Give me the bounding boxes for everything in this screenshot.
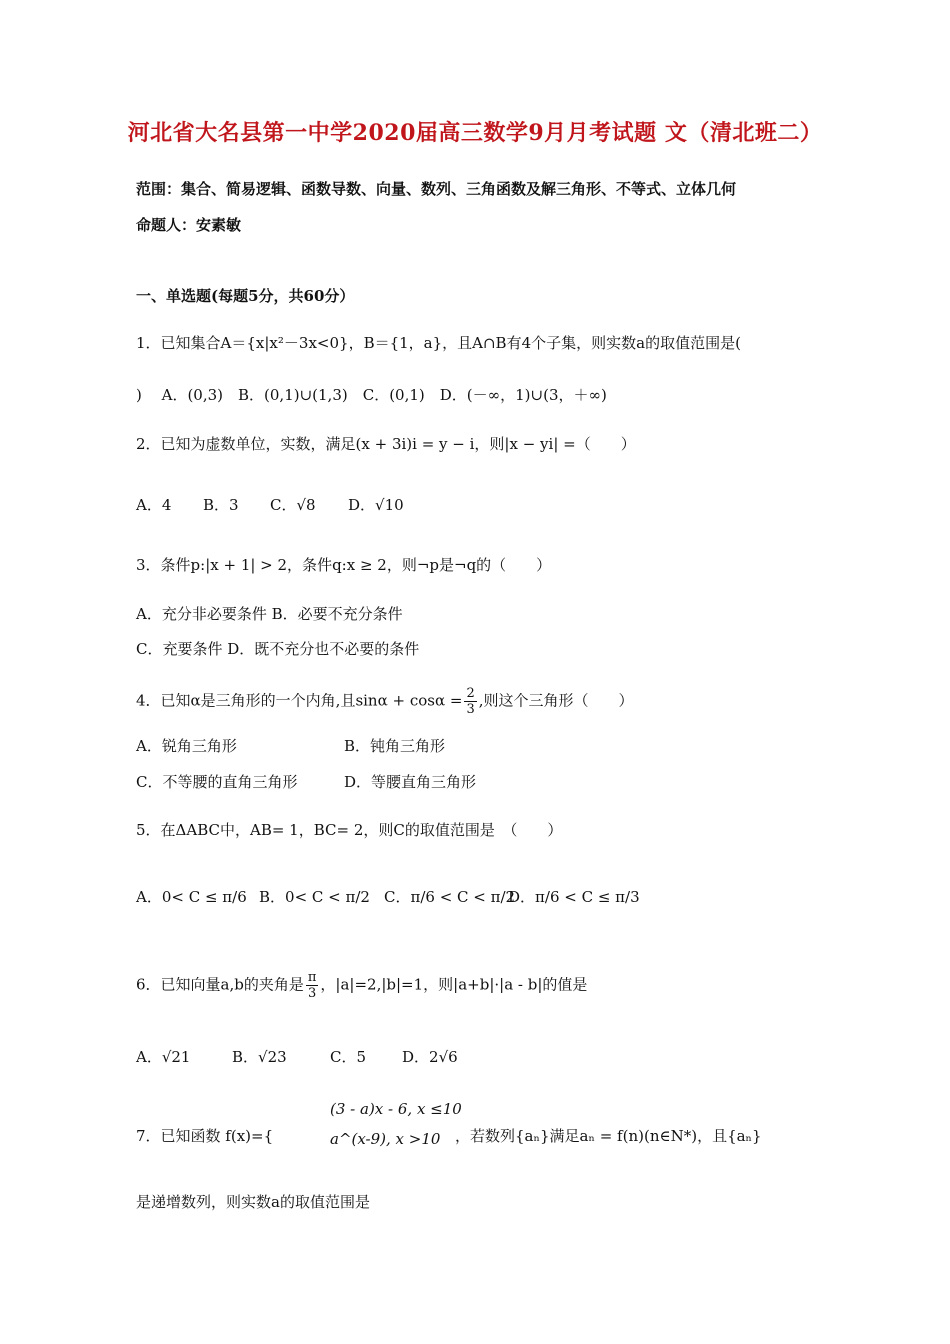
question-5-stem: 5．在ΔABC中，AB= 1，BC= 2，则C的取值范围是 （ ） bbox=[136, 821, 563, 839]
question-6-fraction bbox=[306, 970, 319, 1001]
question-6-stem-start: 6．已知向量a,b的夹角是 bbox=[136, 975, 304, 994]
question-5-option-a: A．0< C ≤ π/6 bbox=[136, 888, 247, 906]
question-6-stem-end: ，|a|=2,|b|=1，则|a+b|·|a - b|的值是 bbox=[320, 975, 588, 994]
question-3-options-cd: C．充要条件 D．既不充分也不必要的条件 bbox=[136, 640, 420, 658]
question-4-option-a: A．锐角三角形 bbox=[136, 737, 237, 755]
question-6-option-a: A．√21 bbox=[136, 1048, 191, 1066]
question-2-option-a: A．4 bbox=[136, 496, 172, 514]
question-4-fraction bbox=[464, 686, 476, 717]
question-3-stem: 3．条件p:|x + 1| > 2，条件q:x ≥ 2，则¬p是¬q的（ ） bbox=[136, 556, 552, 574]
question-2-option-b: B．3 bbox=[203, 496, 239, 514]
exam-author: 命题人：安素敏 bbox=[136, 216, 242, 234]
question-6-stem bbox=[136, 970, 587, 1001]
question-4-option-c: C．不等腰的直角三角形 bbox=[136, 773, 298, 791]
question-3-options-ab: A．充分非必要条件 B．必要不充分条件 bbox=[136, 605, 403, 623]
question-2-option-d: D．√10 bbox=[348, 496, 404, 514]
question-4-option-d: D．等腰直角三角形 bbox=[344, 773, 477, 791]
question-1-stem: 1．已知集合A＝{x|x²－3x<0}，B＝{1，a}，且A∩B有4个子集，则实数a的取值范围是( bbox=[136, 334, 741, 352]
question-5-option-b: B．0< C < π/2 bbox=[259, 888, 370, 906]
question-7-stem-cont: 是递增数列，则实数a的取值范围是 bbox=[136, 1193, 370, 1211]
page-title: 河北省大名县第一中学2020届高三数学9月月考试题 文（清北班二） bbox=[127, 120, 823, 146]
fraction-numerator: π bbox=[307, 970, 317, 985]
section-title: 一、单选题(每题5分，共60分） bbox=[136, 287, 355, 305]
question-4-stem-end: ,则这个三角形（ ） bbox=[478, 691, 634, 710]
question-6-option-d: D．2√6 bbox=[402, 1048, 458, 1066]
exam-scope: 范围：集合、简易逻辑、函数导数、向量、数列、三角函数及解三角形、不等式、立体几何 bbox=[136, 180, 737, 198]
question-2-option-c: C．√8 bbox=[270, 496, 316, 514]
question-2-stem: 2．已知为虚数单位，实数，满足(x + 3i)i = y − i，则|x − yi| =（ ） bbox=[136, 435, 636, 453]
question-4-option-b: B．钝角三角形 bbox=[344, 737, 446, 755]
question-7-piece-2: a^(x-9), x >10 bbox=[330, 1130, 441, 1148]
question-7-stem-start: 7．已知函数 f(x)={ bbox=[136, 1127, 274, 1145]
question-5-option-d: D．π/6 < C ≤ π/3 bbox=[508, 888, 640, 906]
question-1-options: ) A．(0,3) B．(0,1)∪(1,3) C．(0,1) D．(－∞，1)∪(3，＋∞) bbox=[136, 386, 607, 404]
question-4-stem-start: 4．已知α是三角形的一个内角,且sinα + cosα = bbox=[136, 691, 463, 710]
fraction-numerator: 2 bbox=[466, 686, 475, 701]
fraction-denominator: 3 bbox=[307, 986, 317, 1001]
question-7-piece-1: (3 - a)x - 6, x ≤10 bbox=[330, 1100, 462, 1118]
question-4-stem bbox=[136, 686, 634, 717]
question-6-option-c: C．5 bbox=[330, 1048, 367, 1066]
question-6-option-b: B．√23 bbox=[232, 1048, 287, 1066]
question-7-stem-end: ，若数列{aₙ}满足aₙ = f(n)(n∈N*)，且{aₙ} bbox=[455, 1127, 762, 1145]
fraction-denominator: 3 bbox=[466, 702, 475, 717]
question-5-option-c: C．π/6 < C < π/2 bbox=[384, 888, 516, 906]
